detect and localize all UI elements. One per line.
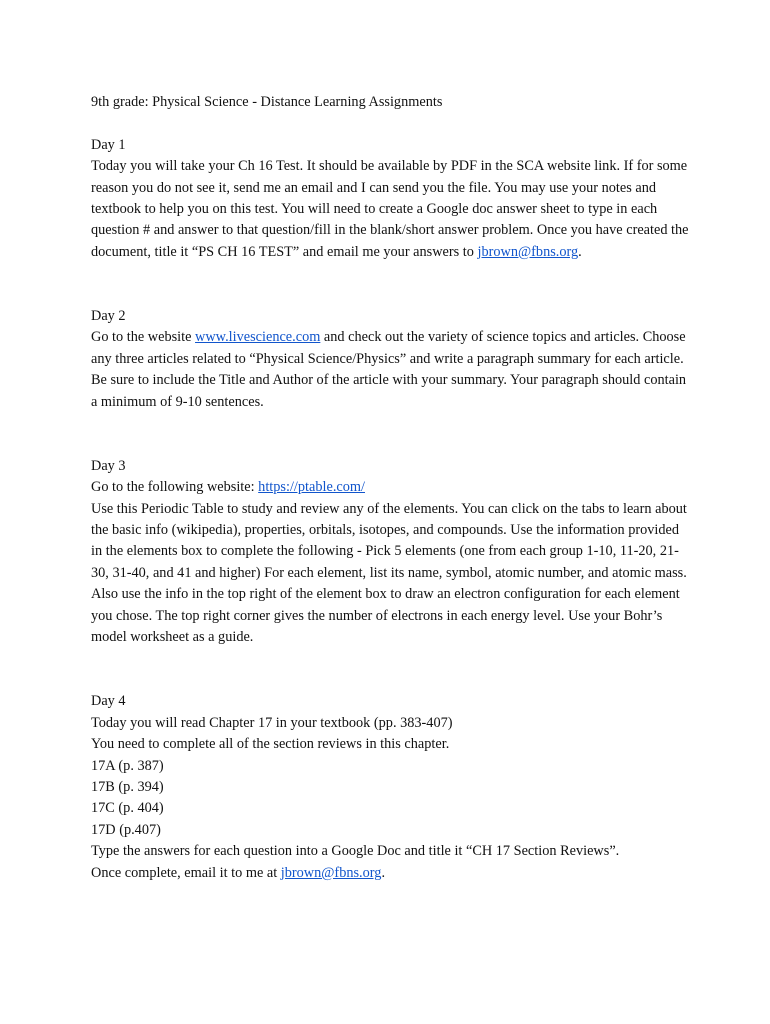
day2-text: Go to the website [91,329,196,346]
day2-heading: Day 2 [91,308,126,325]
day4-section-17b: 17B (p. 394) [91,778,164,795]
day2-text-end: and check out the variety of science topics and articles. Choose any three articles related to “Physical Science/Physics” and write a paragraph summary for each article. Be sure to include the Title and Author of the article with your summary. Your paragraph should contain a minimum of 9-10 sentences. [91,329,687,410]
day2-section [91,306,691,413]
day1-paragraph [91,156,691,263]
day1-text: Today you will take your Ch 16 Test. It should be available by PDF in the SCA website link. If for some reason you do not see it, send me an email and I can send you the file. You may use your notes and textbook to help you on this test. You will need to create a Google doc answer sheet to type in each question # and answer to that question/fill in the blank/short answer problem. Once you have created the document, title it “PS CH 16 TEST” and email me your answers to [91,158,689,260]
day4-line2: You need to complete all of the section reviews in this chapter. [91,736,450,753]
day4-closing [91,863,691,884]
day1-section [91,135,691,263]
day4-section [91,691,691,884]
day4-section-17d: 17D (p.407) [91,821,161,838]
day4-heading: Day 4 [91,693,126,710]
day1-text-end: . [578,243,582,260]
day3-section [91,456,691,649]
day1-heading: Day 1 [91,136,126,153]
day3-link-line [91,477,691,498]
day4-closing-text: Once complete, email it to me at [91,864,281,881]
day4-section-17a: 17A (p. 387) [91,757,164,774]
day4-closing-end: . [381,864,386,881]
day4-instruction: Type the answers for each question into a Google Doc and title it “CH 17 Section Reviews”. [91,843,620,860]
day3-ptable-link[interactable]: https://ptable.com/ [258,479,365,496]
day3-heading: Day 3 [91,457,126,474]
day4-email-link[interactable]: jbrown@fbns.org [280,864,382,881]
day1-email-link[interactable]: jbrown@fbns.org [477,243,579,260]
document-title: 9th grade: Physical Science - Distance Learning Assignments [91,94,443,110]
day2-website-link[interactable]: www.livescience.com [195,329,321,346]
day2-paragraph [91,327,691,413]
day3-paragraph: Use this Periodic Table to study and review any of the elements. You can click on the tabs to learn about the basic info (wikipedia), properties, orbitals, isotopes, and compounds. Use the information provided in the elements box to complete the following - Pick 5 elements (one from each group 1-10, 11-20, 21-30, 31-40, and 41 and higher) For each element, list its name, symbol, atomic number, and atomic mass. Also use the info in the top right of the element box to draw an electron configuration for each element you chose. The top right corner gives the number of electrons in each energy level. Use your Bohr’s model worksheet as a guide. [91,500,687,646]
day3-link-intro: Go to the following website: [91,479,259,496]
document-page [91,92,691,884]
day4-line1: Today you will read Chapter 17 in your textbook (pp. 383-407) [91,714,453,731]
day4-section-17c: 17C (p. 404) [91,800,164,817]
